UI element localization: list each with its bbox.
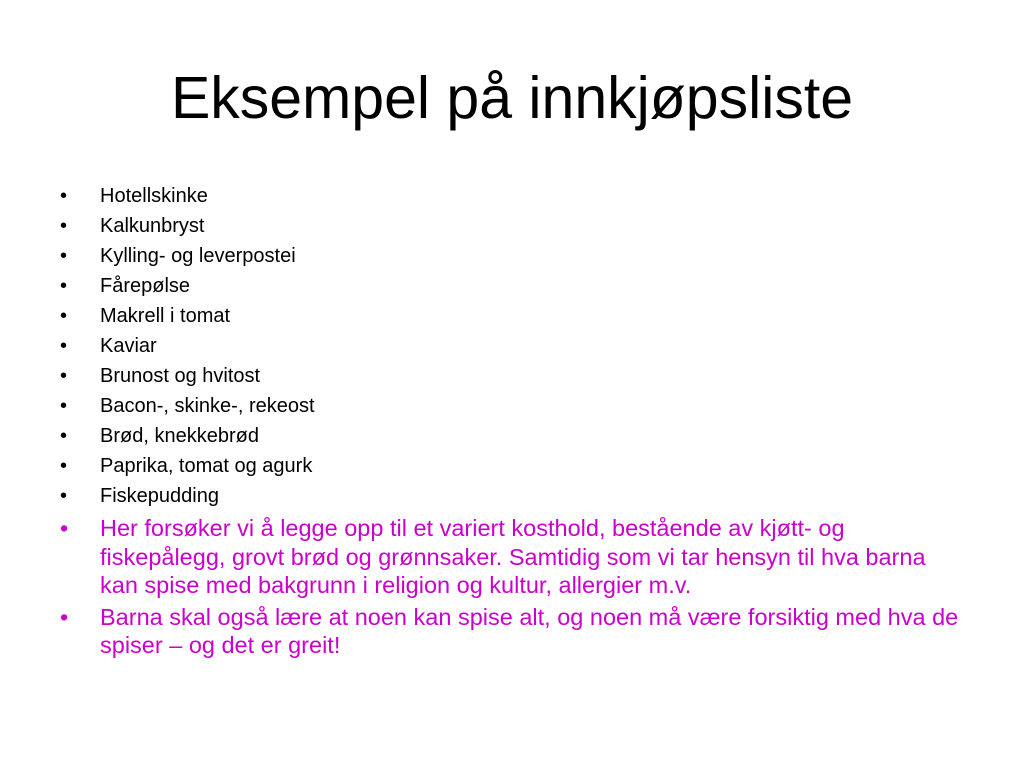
- bullet-icon: •: [60, 603, 69, 630]
- list-item: [58, 451, 978, 481]
- bullet-icon: •: [60, 425, 68, 447]
- bullet-icon: •: [60, 485, 68, 507]
- list-item: [58, 361, 978, 391]
- bullet-icon: •: [60, 335, 68, 357]
- list-item-text: Kalkunbryst: [100, 215, 205, 237]
- note-item: [58, 603, 968, 660]
- list-item-text: Bacon-, skinke-, rekeost: [100, 395, 315, 417]
- notes-list: [58, 514, 968, 663]
- bullet-icon: •: [60, 395, 68, 417]
- list-item: [58, 481, 978, 511]
- bullet-icon: •: [60, 515, 69, 541]
- list-item-text: Paprika, tomat og agurk: [100, 455, 313, 477]
- bullet-icon: •: [60, 185, 68, 207]
- list-item-text: Hotellskinke: [100, 185, 208, 207]
- list-item: [58, 391, 978, 421]
- bullet-icon: •: [60, 245, 68, 267]
- shopping-list: [58, 181, 978, 511]
- list-item-text: Kylling- og leverpostei: [100, 245, 296, 267]
- list-item-text: Fårepølse: [100, 275, 191, 297]
- list-item: [58, 301, 978, 331]
- list-item: [58, 421, 978, 451]
- note-text: Barna skal også lære at noen kan spise alt, og noen må være forsiktig med hva de spiser – og det er greit!: [100, 603, 959, 658]
- bullet-icon: •: [60, 455, 68, 477]
- list-item-text: Kaviar: [100, 335, 157, 357]
- list-item: [58, 241, 978, 271]
- bullet-icon: •: [60, 305, 68, 327]
- list-item-text: Fiskepudding: [100, 485, 219, 507]
- bullet-icon: •: [60, 365, 68, 387]
- bullet-icon: •: [60, 215, 68, 237]
- slide-title: Eksempel på innkjøpsliste: [170, 65, 854, 131]
- note-text: Her forsøker vi å legge opp til et variert kosthold, bestående av kjøtt- og fiskepålegg, grovt brød og grønnsaker. Samtidig som vi tar hensyn til hva barna kan spise med bakgrunn i religion og kultur, allergier m.v.: [100, 515, 926, 598]
- list-item: [58, 271, 978, 301]
- list-item-text: Brunost og hvitost: [100, 365, 261, 387]
- list-item: [58, 211, 978, 241]
- list-item-text: Brød, knekkebrød: [100, 425, 259, 447]
- note-item: [58, 514, 968, 600]
- bullet-icon: •: [60, 275, 68, 297]
- list-item: [58, 181, 978, 211]
- list-item: [58, 331, 978, 361]
- list-item-text: Makrell i tomat: [100, 305, 231, 327]
